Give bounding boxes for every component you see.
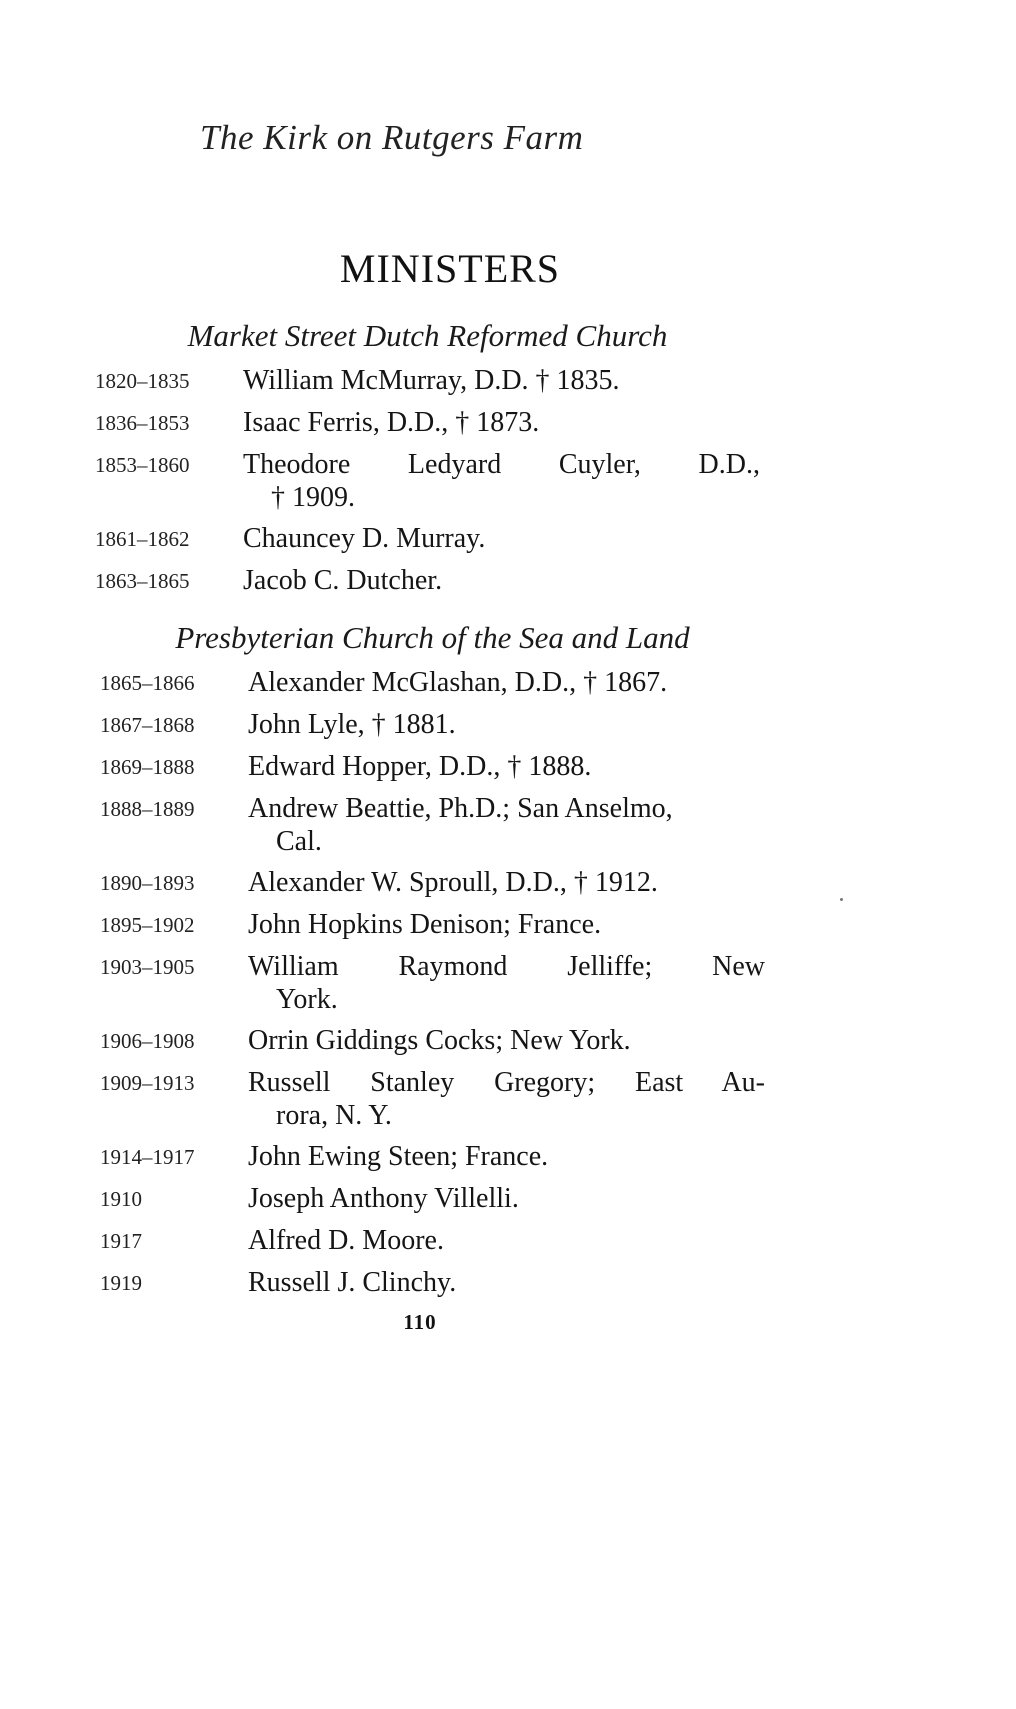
entry-line1: Andrew Beattie, Ph.D.; San Anselmo,: [248, 793, 673, 824]
list-item: [100, 1182, 765, 1216]
entry-name: [248, 908, 765, 941]
entry-line2: Cal.: [276, 826, 322, 857]
entry-years: 1836–1853: [95, 411, 190, 435]
entry-line1: Orrin Giddings Cocks; New York.: [248, 1025, 631, 1056]
entry-line1: John Lyle, † 1881.: [248, 709, 456, 740]
entry-years: 1909–1913: [100, 1071, 195, 1095]
entry-name: [243, 564, 760, 597]
entry-name: [248, 1182, 765, 1215]
entry-name: [243, 448, 760, 514]
entry-line1: Jacob C. Dutcher.: [243, 565, 443, 596]
section-heading: Market Street Dutch Reformed Church: [187, 318, 668, 353]
entry-name: [248, 1066, 765, 1132]
entry-line1: Alfred D. Moore.: [248, 1225, 444, 1256]
section-market-street: [95, 318, 760, 606]
entry-years: 1867–1868: [100, 713, 195, 737]
page-number-text: 110: [403, 1310, 437, 1334]
page-title-text: MINISTERS: [339, 246, 561, 291]
entry-years: 1820–1835: [95, 369, 190, 393]
list-item: [100, 708, 765, 742]
scan-speck: [840, 898, 843, 901]
list-item: [100, 1140, 765, 1174]
entry-name: [248, 1266, 765, 1299]
entry-years: 1906–1908: [100, 1029, 195, 1053]
entry-name: [248, 866, 765, 899]
entry-line1: John Ewing Steen; France.: [248, 1141, 549, 1172]
entry-years: 1861–1862: [95, 527, 190, 551]
entry-name: [248, 1024, 765, 1057]
list-item: [100, 950, 765, 1016]
entry-name: [243, 406, 760, 439]
entry-years: 1890–1893: [100, 871, 195, 895]
list-item: [95, 406, 760, 440]
page-title: [0, 245, 1016, 292]
list-item: [100, 866, 765, 900]
entry-name: [248, 1140, 765, 1173]
entry-years: 1865–1866: [100, 671, 195, 695]
entry-line1: Russell J. Clinchy.: [248, 1267, 457, 1298]
list-item: [95, 364, 760, 398]
entry-line1: Alexander McGlashan, D.D., † 1867.: [248, 667, 668, 698]
entry-line1: Joseph Anthony Villelli.: [248, 1183, 519, 1214]
entry-name: [243, 364, 760, 397]
list-item: [95, 448, 760, 514]
entry-name: [248, 666, 765, 699]
entry-years: 1863–1865: [95, 569, 190, 593]
entry-years: 1919: [100, 1271, 142, 1295]
entry-line1: Isaac Ferris, D.D., † 1873.: [243, 407, 540, 438]
entry-line1: William Raymond Jelliffe; New: [248, 951, 765, 982]
entry-name: [248, 750, 765, 783]
entry-line1: Chauncey D. Murray.: [243, 523, 486, 554]
entry-line2: rora, N. Y.: [276, 1100, 392, 1131]
entry-name: [248, 708, 765, 741]
entry-years: 1853–1860: [95, 453, 190, 477]
list-item: [95, 522, 760, 556]
entry-line1: Theodore Ledyard Cuyler, D.D.,: [243, 449, 760, 480]
list-item: [100, 666, 765, 700]
entry-line1: Edward Hopper, D.D., † 1888.: [248, 751, 592, 782]
section-sea-and-land: [100, 620, 765, 1308]
entry-line2: York.: [276, 984, 338, 1015]
entry-years: 1895–1902: [100, 913, 195, 937]
page-number: [0, 1310, 1016, 1335]
entry-name: [248, 950, 765, 1016]
running-head: The Kirk on Rutgers Farm: [200, 118, 584, 157]
entry-line1: Alexander W. Sproull, D.D., † 1912.: [248, 867, 658, 898]
entry-years: 1903–1905: [100, 955, 195, 979]
list-item: [100, 1224, 765, 1258]
entry-years: 1914–1917: [100, 1145, 195, 1169]
list-item: [100, 1066, 765, 1132]
entry-line1: John Hopkins Denison; France.: [248, 909, 602, 940]
section-heading: Presbyterian Church of the Sea and Land: [175, 620, 690, 655]
entry-years: 1910: [100, 1187, 142, 1211]
list-item: [95, 564, 760, 598]
entry-line1: William McMurray, D.D. † 1835.: [243, 365, 620, 396]
list-item: [100, 1024, 765, 1058]
entry-years: 1869–1888: [100, 755, 195, 779]
entry-line1: Russell Stanley Gregory; East Au-: [248, 1067, 765, 1098]
entry-line2: † 1909.: [271, 482, 355, 513]
entry-name: [243, 522, 760, 555]
list-item: [100, 750, 765, 784]
entry-years: 1888–1889: [100, 797, 195, 821]
entry-name: [248, 792, 765, 858]
list-item: [100, 792, 765, 858]
list-item: [100, 1266, 765, 1300]
list-item: [100, 908, 765, 942]
entry-years: 1917: [100, 1229, 142, 1253]
entry-name: [248, 1224, 765, 1257]
